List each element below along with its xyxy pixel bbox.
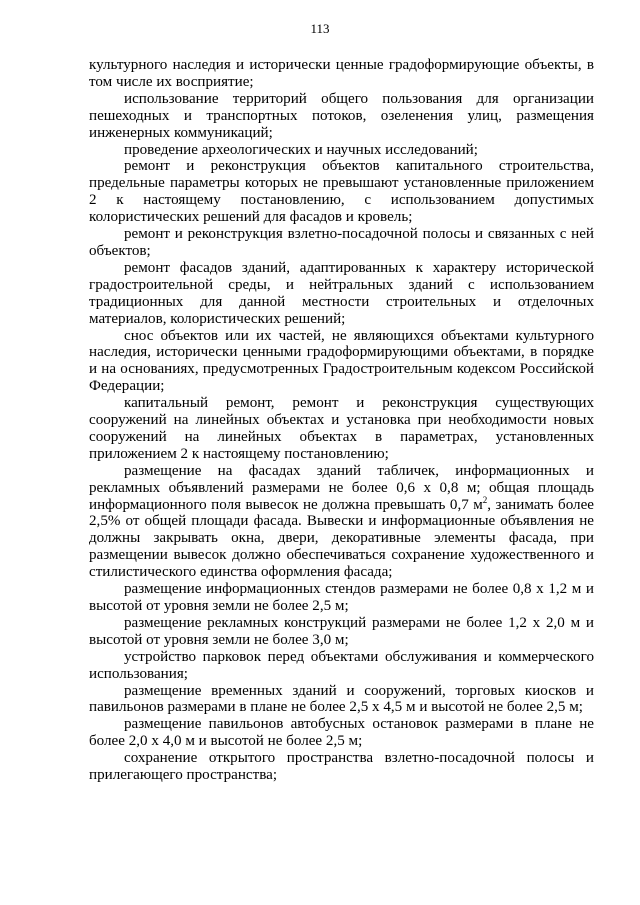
paragraph: ремонт и реконструкция объектов капитального строительства, предельные параметры которых не превышают установленные приложением 2 к настоящему постановлению, с использованием допустимых колористических решений для фасадов и кровель; [89, 158, 594, 226]
paragraph: снос объектов или их частей, не являющихся объектами культурного наследия, исторически ценными градоформирующими объектами, в порядке и на основаниях, предусмотренных Градостроительным кодексом Российской Федерации; [89, 327, 594, 395]
paragraph: капитальный ремонт, ремонт и реконструкция существующих сооружений на линейных объектах и установка при необходимости новых сооружений на линейных объектах в параметрах, установленных приложением 2 к настоящему постановлению; [89, 395, 594, 462]
paragraph: ремонт и реконструкция взлетно-посадочной полосы и связанных с ней объектов; [89, 226, 594, 259]
paragraph-signage [89, 463, 594, 581]
paragraph: проведение археологических и научных исследований; [124, 141, 478, 158]
paragraph: размещение павильонов автобусных остановок размерами в плане не более 2,0 х 4,0 м и высотой не более 2,5 м; [89, 716, 594, 750]
paragraph: устройство парковок перед объектами обслуживания и коммерческого использования; [89, 648, 594, 682]
paragraph: ремонт фасадов зданий, адаптированных к характеру исторической градостроительной среды, и нейтральных зданий с использованием традиционных для данной местности строительных и отделочных материалов, колористических решений; [89, 259, 594, 327]
signage-text-start: размещение на фасадах зданий табличек, информационных и рекламных объявлений размерами не более 0,6 х 0,8 м; общая площадь информационного поля вывесок не должна превышать 0,7 м [89, 462, 594, 513]
paragraph: использование территорий общего пользования для организации пешеходных и транспортных потоков, озеленения улиц, размещения инженерных коммуникаций; [89, 90, 594, 141]
page-number: 113 [310, 21, 330, 36]
paragraph: размещение рекламных конструкций размерами не более 1,2 х 2,0 м и высотой от уровня земли не более 3,0 м; [89, 614, 594, 648]
paragraph: размещение информационных стендов размерами не более 0,8 х 1,2 м и высотой от уровня земли не более 2,5 м; [89, 581, 594, 614]
superscript-squared: 2 [482, 494, 488, 505]
paragraph: культурного наследия и исторически ценные градоформирующие объекты, в том числе их восприятие; [89, 57, 594, 90]
paragraph: сохранение открытого пространства взлетно-посадочной полосы и прилегающего пространства; [89, 750, 594, 784]
signage-text-end: , занимать более 2,5% от общей площади фасада. Вывески и информационные объявления не должны закрывать окна, двери, декоративные элементы фасада, при размещении вывесок должно обеспечиваться сохранение художественного и стилистического единства оформления фасада; [89, 496, 594, 581]
document-body [89, 57, 594, 784]
paragraph: размещение временных зданий и сооружений, торговых киосков и павильонов размерами в плане не более 2,5 х 4,5 м и высотой не более 2,5 м; [89, 682, 594, 716]
